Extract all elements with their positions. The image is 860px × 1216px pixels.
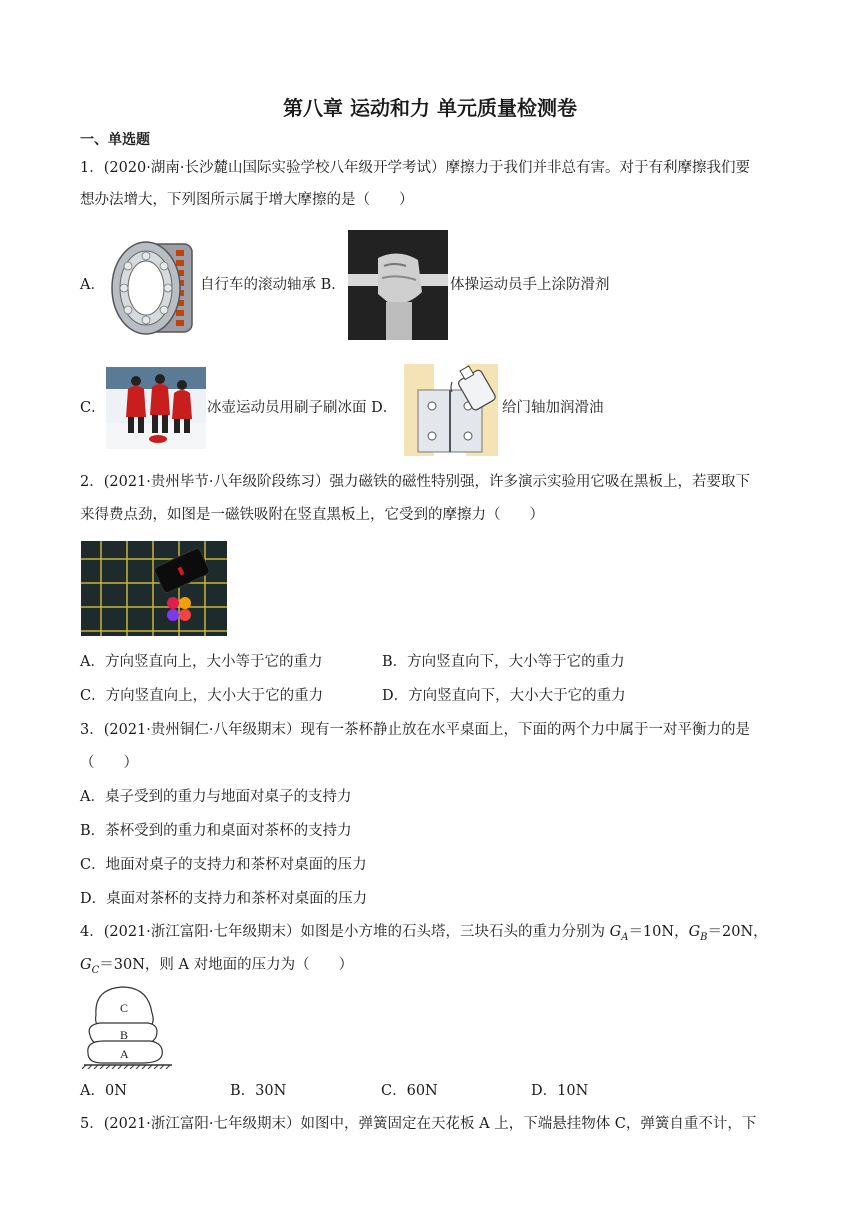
stone-c-label: C [120,1001,129,1015]
curling-figure [106,367,206,449]
q1-option-c-label: C． [80,400,106,416]
q3-option-d: D．桌面对茶杯的支持力和茶杯对桌面的压力 [80,891,368,907]
page-title: 第八章 运动和力 单元质量检测卷 [283,96,577,120]
q1-option-a-label: A． [80,277,105,293]
q4-option-c: C．60N [381,1083,438,1099]
q5-stem-line1: 5．(2021·浙江富阳·七年级期末）如图中，弹簧固定在天花板 A 上，下端悬挂物体 C，弹簧自重不计，下 [80,1116,757,1132]
q3-option-c: C．地面对桌子的支持力和茶杯对桌面的压力 [80,857,367,873]
q2-option-b: B．方向竖直向下，大小等于它的重力 [382,654,625,670]
q4-option-a: A．0N [80,1083,127,1099]
q1-stem-line2: 想办法增大，下列图所示属于增大摩擦的是（ ） [80,192,414,208]
q1-option-c-text: 冰壶运动员用刷子刷冰面 D． [207,400,398,416]
q4-option-b: B．30N [230,1083,287,1099]
q3-option-b: B．茶杯受到的重力和桌面对茶杯的支持力 [80,823,352,839]
q1-option-b-text: 体操运动员手上涂防滑剂 [450,277,610,293]
q2-option-a: A．方向竖直向上，大小等于它的重力 [80,654,323,670]
q3-option-a: A．桌子受到的重力与地面对桌子的支持力 [80,789,352,805]
q3-stem-line1: 3．(2021·贵州铜仁·八年级期末）现有一茶杯静止放在水平桌面上，下面的两个力中属于一对平衡力的是 [80,722,750,738]
gymnast-hand-figure [348,230,448,340]
stone-a-label: A [120,1047,129,1061]
section-heading: 一、单选题 [80,132,150,148]
magnet-blackboard-figure [81,541,227,636]
q2-option-d: D．方向竖直向下，大小大于它的重力 [382,688,626,704]
bearing-figure [106,236,198,340]
q1-option-d-text: 给门轴加润滑油 [502,400,604,416]
stone-tower-figure [82,985,174,1069]
q1-option-a-text: 自行车的滚动轴承 B． [200,277,346,293]
q4-stem-line2: $G_C=30N$，则 A 对地面的压力为（ ） [80,957,354,976]
stone-b-label: B [120,1028,129,1042]
door-hinge-figure [400,364,502,456]
q3-stem-line2: （ ） [80,755,138,771]
q2-stem-line1: 2．(2021·贵州毕节·八年级阶段练习）强力磁铁的磁性特别强，许多演示实验用它吸在黑板上，若要取下 [80,474,750,490]
q2-option-c: C．方向竖直向上，大小大于它的重力 [80,688,324,704]
q4-stem-line1: 4．(2021·浙江富阳·七年级期末）如图是小方堆的石头塔，三块石头的重力分别为 $G_A=10N$，$G_B=20N$， [80,924,768,943]
q1-stem-line1: 1．(2020·湖南·长沙麓山国际实验学校八年级开学考试）摩擦力于我们并非总有害。对于有利摩擦我们要 [80,160,750,176]
q2-stem-line2: 来得费点劲，如图是一磁铁吸附在竖直黑板上，它受到的摩擦力（ ） [80,507,544,523]
q4-option-d: D．10N [531,1083,589,1099]
